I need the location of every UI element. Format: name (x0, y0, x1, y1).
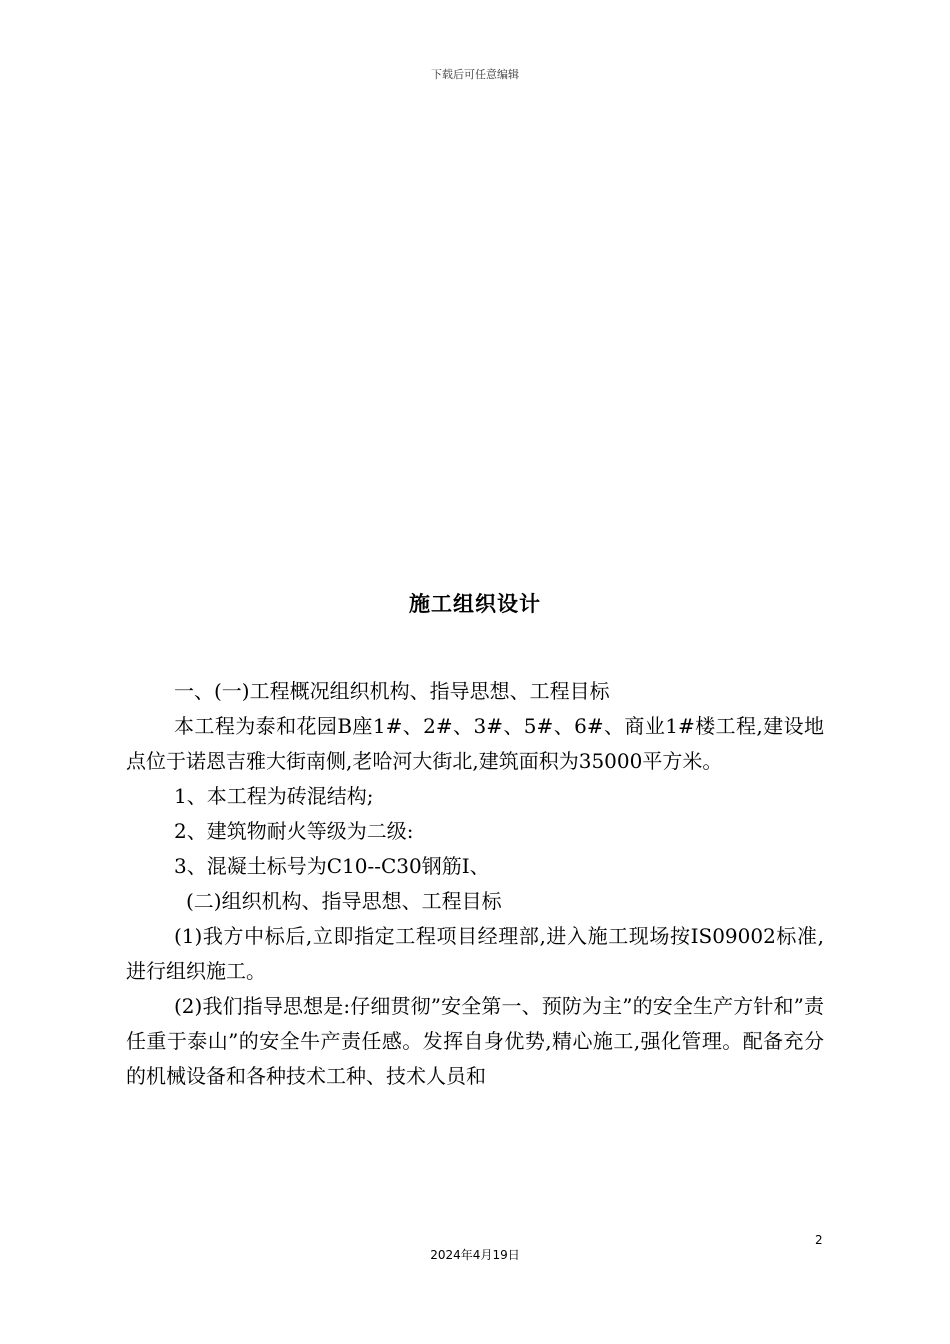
document-title: 施工组织设计 (409, 591, 541, 616)
paragraph: (1)我方中标后,立即指定工程项目经理部,进入施工现场按IS09002标准,进行组织施工。 (126, 924, 824, 983)
list-item: 1、本工程为砖混结构; (174, 784, 374, 808)
paragraph: 本工程为泰和花园B座1#、2#、3#、5#、6#、商业1#楼工程,建设地点位于诺恩吉雅大街南侧,老哈河大街北,建筑面积为35000平方米。 (126, 714, 824, 773)
paragraph: (2)我们指导思想是:仔细贯彻”安全第一、预防为主”的安全生产方针和”责任重于泰山”的安全牛产责任感。发挥自身优势,精心施工,强化管理。配备充分的机械设备和各种技术工种、技术人员和 (126, 994, 824, 1088)
section-heading: (二)组织机构、指导思想、工程目标 (186, 889, 502, 913)
footer-date: 2024年4月19日 (430, 1248, 520, 1262)
section-heading: 一、(一)工程概况组织机构、指导思想、工程目标 (174, 679, 610, 703)
list-item: 3、混凝土标号为C10--C30钢筋I、 (174, 854, 490, 878)
page-header: 下载后可任意编辑 (431, 68, 519, 81)
document-body (126, 674, 824, 1094)
list-item: 2、建筑物耐火等级为二级: (174, 819, 414, 843)
page-number: 2 (815, 1233, 823, 1247)
